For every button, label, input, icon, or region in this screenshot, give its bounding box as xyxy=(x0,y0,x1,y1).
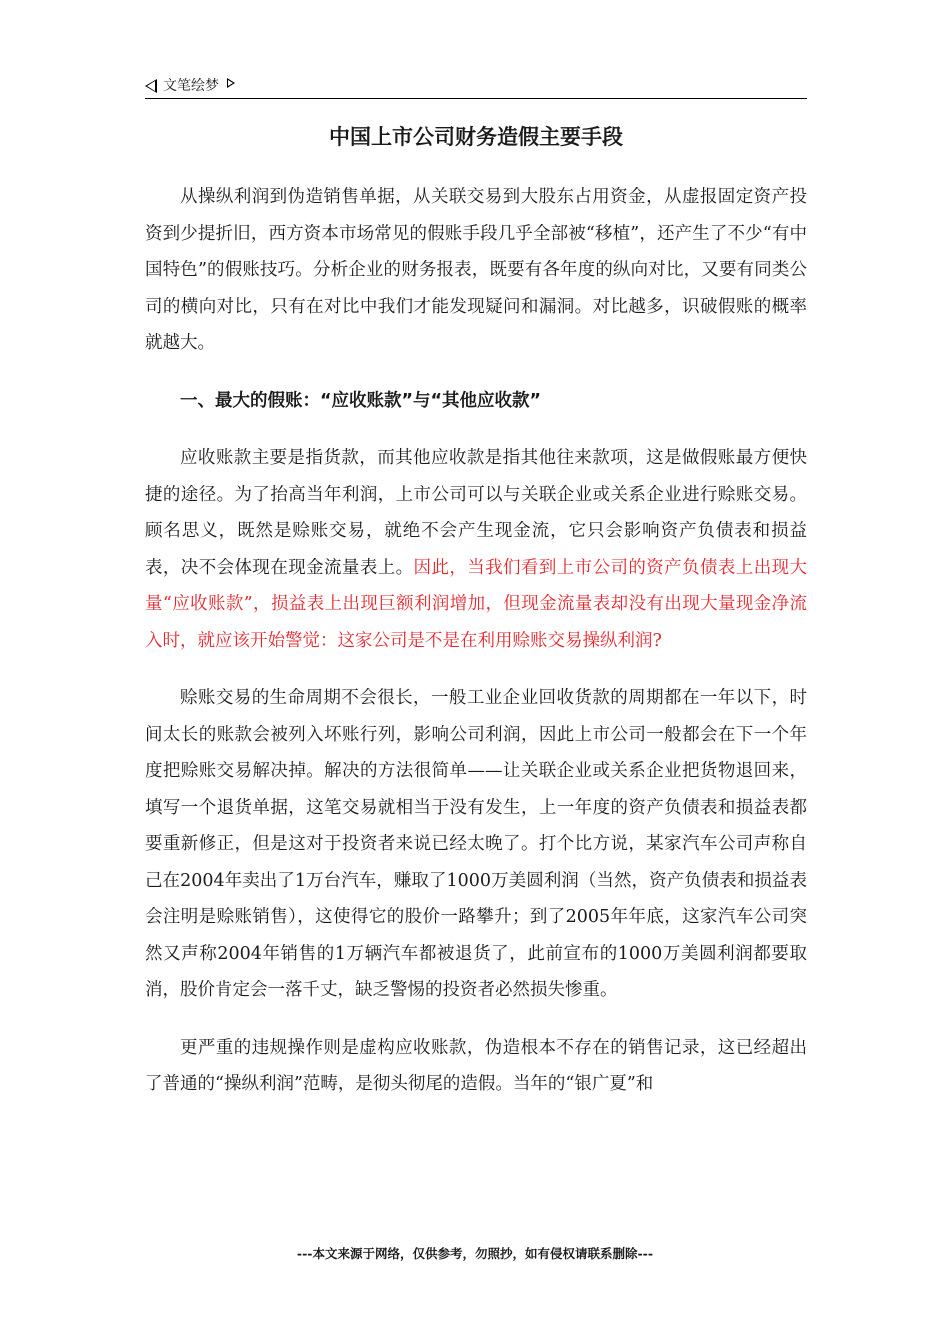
paragraph-fabrication: 更严重的违规操作则是虚构应收账款，伪造根本不存在的销售记录，这已经超出了普通的“操纵利润”范畴，是彻头彻尾的造假。当年的“银广夏”和 xyxy=(145,1037,807,1094)
document-title: 中国上市公司财务造假主要手段 xyxy=(329,125,623,149)
paragraph-text-normal: 应收账款主要是指货款，而其他应收款是指其他往来款项，这是做假账最方便快捷的途径。为了抬高当年利润，上市公司可以与关联企业或关系企业进行赊账交易。顾名思义，既然是赊账交易，就绝不会产生现金流，它只会影响资产负债表和损益表，决不会体现在现金流量表上。 xyxy=(145,448,807,578)
section-heading-1: 一、最大的假账：“应收账款”与“其他应收款” xyxy=(180,390,542,411)
document-body xyxy=(145,179,807,1124)
header-text: 文笔绘梦 xyxy=(163,78,219,94)
page-footer: ---本文来源于网络，仅供参考，勿照抄，如有侵权请联系删除--- xyxy=(296,1246,654,1261)
triangle-right-icon xyxy=(227,78,235,88)
paragraph-accounts-receivable xyxy=(145,440,807,659)
triangle-left-icon xyxy=(145,79,157,93)
paragraph-intro: 从操纵利润到伪造销售单据，从关联交易到大股东占用资金，从虚报固定资产投资到少提折旧，西方资本市场常见的假账手段几乎全部被“移植”，还产生了不少“有中国特色”的假账技巧。分析企业的财务报表，既要有各年度的纵向对比，又要有同类公司的横向对比，只有在对比中我们才能发现疑问和漏洞。对比越多，识破假账的概率就越大。 xyxy=(145,187,807,353)
paragraph-text-highlight: 因此，当我们看到上市公司的资产负债表上出现大量“应收账款”，损益表上出现巨额利润增加，但现金流量表却没有出现大量现金净流入时，就应该开始警觉：这家公司是不是在利用赊账交易操纵利润? xyxy=(145,557,808,651)
page-header xyxy=(145,74,807,99)
paragraph-credit-trade: 赊账交易的生命周期不会很长，一般工业企业回收货款的周期都在一年以下，时间太长的账款会被列入坏账行列，影响公司利润，因此上市公司一般都会在下一个年度把赊账交易解决掉。解决的方法很简单——让关联企业或关系企业把货物退回来，填写一个退货单据，这笔交易就相当于没有发生，上一年度的资产负债表和损益表都要重新修正，但是这对于投资者来说已经太晚了。打个比方说，某家汽车公司声称自己在2004年卖出了1万台汽车，赚取了1000万美圆利润（当然，资产负债表和损益表会注明是赊账销售），这使得它的股价一路攀升；到了2005年年底，这家汽车公司突然又声称2004年销售的1万辆汽车都被退货了，此前宣布的1000万美圆利润都要取消，股价肯定会一落千丈，缺乏警惕的投资者必然损失惨重。 xyxy=(145,688,807,1000)
